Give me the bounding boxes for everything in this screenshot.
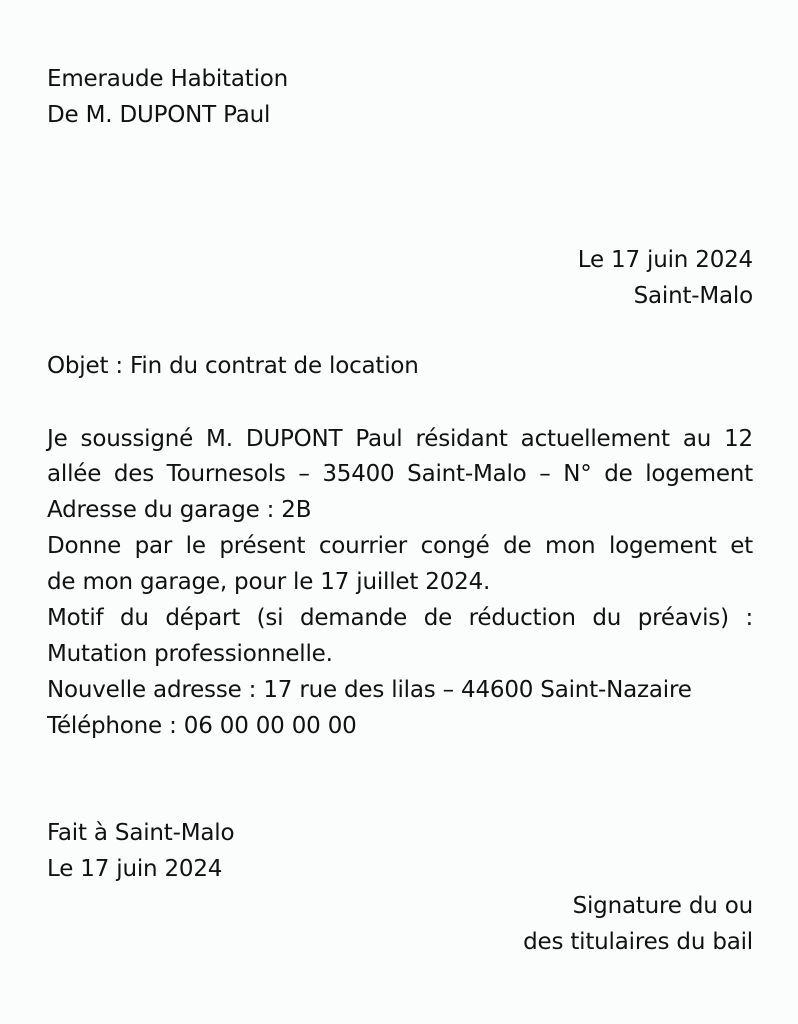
body-line: Nouvelle adresse : 17 rue des lilas – 44600 Saint-Nazaire — [47, 677, 692, 703]
body-line: de mon garage, pour le 17 juillet 2024. — [47, 569, 491, 595]
body-line: Motif du départ (si demande de réduction du préavis) : — [47, 605, 753, 631]
signature-label: Signature du ou — [572, 893, 753, 919]
recipient-name: Emeraude Habitation — [47, 66, 289, 92]
body-line: Adresse du garage : 2B — [47, 497, 312, 523]
letter-date: Le 17 juin 2024 — [577, 247, 753, 273]
sender-name: De M. DUPONT Paul — [47, 102, 271, 128]
body-line: Je soussigné M. DUPONT Paul résidant actuellement au 12 — [47, 426, 753, 452]
letter-place: Saint-Malo — [633, 283, 753, 309]
letter-subject: Objet : Fin du contrat de location — [47, 353, 419, 379]
body-line: Téléphone : 06 00 00 00 00 — [47, 713, 357, 739]
body-line: allée des Tournesols – 35400 Saint-Malo – N° de logement — [47, 461, 753, 487]
closing-date: Le 17 juin 2024 — [47, 856, 223, 882]
body-line: Mutation professionnelle. — [47, 641, 333, 667]
body-line: Donne par le présent courrier congé de mon logement et — [47, 533, 753, 559]
signature-label: des titulaires du bail — [523, 929, 753, 955]
closing-place: Fait à Saint-Malo — [47, 820, 235, 846]
